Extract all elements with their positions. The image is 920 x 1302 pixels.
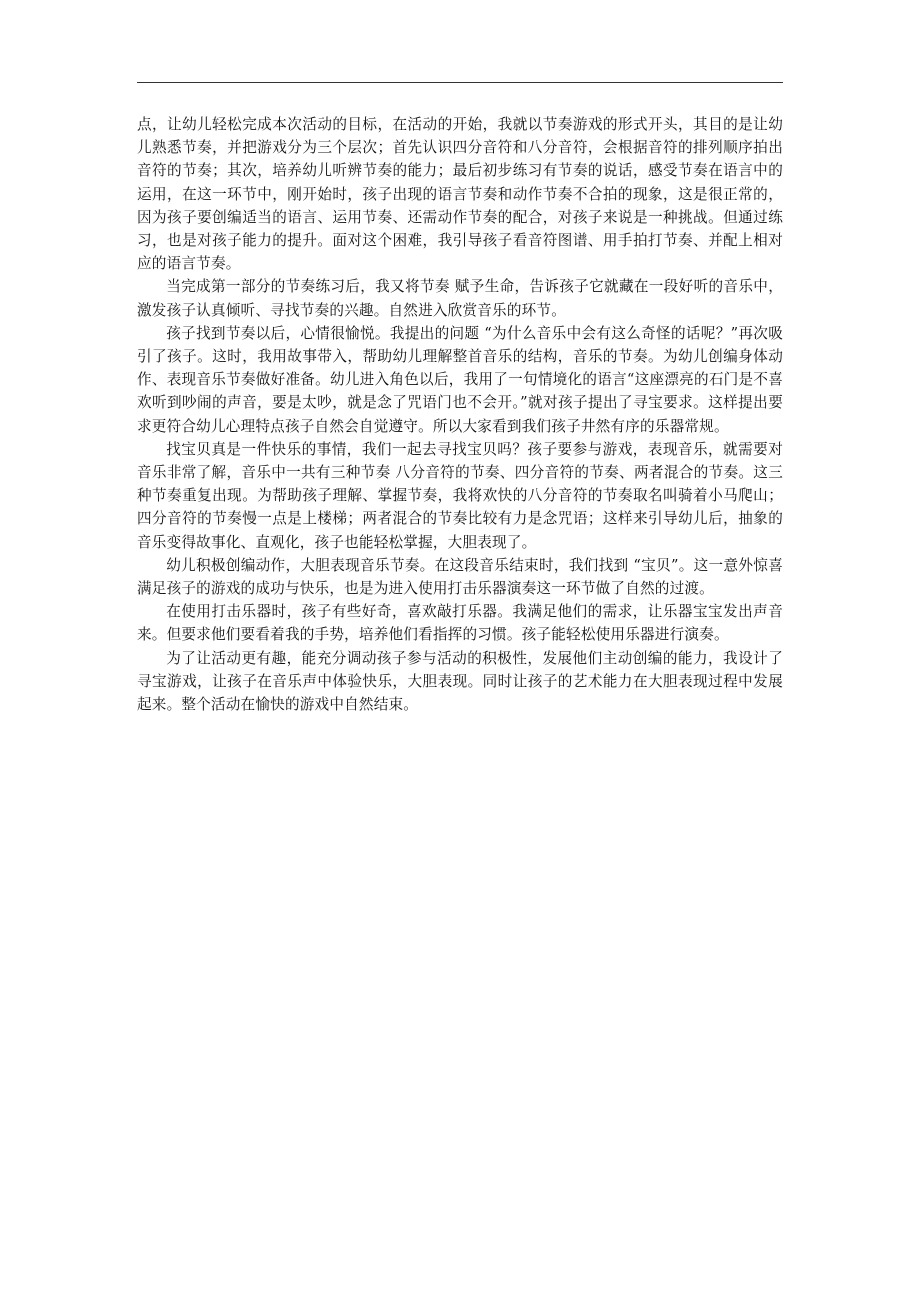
paragraph-7: 为了让活动更有趣，能充分调动孩子参与活动的积极性，发展他们主动创编的能力，我设计了寻宝游戏，让孩子在音乐声中体验快乐，大胆表现。同时让孩子的艺术能力在大胆表现过程中发展起来。整个活动在愉快的游戏中自然结束。: [137, 649, 783, 714]
paragraph-4: 找宝贝真是一件快乐的事情，我们一起去寻找宝贝吗？孩子要参与游戏，表现音乐，就需要对音乐非常了解，音乐中一共有三种节奏 八分音符的节奏、四分音符的节奏、两者混合的节奏。这三种节奏重复出现。为帮助孩子理解、掌握节奏，我将欢快的八分音符的节奏取名叫骑着小马爬山；四分音符的节奏慢一点是上楼梯；两者混合的节奏比较有力是念咒语；这样来引导幼儿后，抽象的音乐变得故事化、直观化，孩子也能轻松掌握，大胆表现了。: [137, 440, 783, 551]
paragraph-6: 在使用打击乐器时，孩子有些好奇，喜欢敲打乐器。我满足他们的需求，让乐器宝宝发出声音来。但要求他们要看着我的手势，培养他们看指挥的习惯。孩子能轻松使用乐器进行演奏。: [137, 603, 783, 644]
paragraph-2: 当完成第一部分的节奏练习后，我又将节奏 赋予生命，告诉孩子它就藏在一段好听的音乐中，激发孩子认真倾听、寻找节奏的兴趣。自然进入欣赏音乐的环节。: [137, 278, 783, 319]
document-body: [137, 113, 783, 716]
paragraph-continuation: 点，让幼儿轻松完成本次活动的目标，在活动的开始，我就以节奏游戏的形式开头，其目的是让幼儿熟悉节奏，并把游戏分为三个层次；首先认识四分音符和八分音符，会根据音符的排列顺序拍出音符的节奏；其次，培养幼儿听辨节奏的能力；最后初步练习有节奏的说话，感受节奏在语言中的运用，在这一环节中，刚开始时，孩子出现的语言节奏和动作节奏不合拍的现象，这是很正常的，因为孩子要创编适当的语言、运用节奏、还需动作节奏的配合，对孩子来说是一种挑战。但通过练习，也是对孩子能力的提升。面对这个困难，我引导孩子看音符图谱、用手拍打节奏、并配上相对应的语言节奏。: [137, 116, 783, 273]
header-rule: [137, 82, 783, 83]
paragraph-5: 幼儿积极创编动作，大胆表现音乐节奏。在这段音乐结束时，我们找到 “宝贝”。这一意外惊喜满足孩子的游戏的成功与快乐，也是为进入使用打击乐器演奏这一环节做了自然的过渡。: [137, 556, 783, 598]
paragraph-3: 孩子找到节奏以后，心情很愉悦。我提出的问题 “为什么音乐中会有这么奇怪的话呢？”再次吸引了孩子。这时，我用故事带入，帮助幼儿理解整首音乐的结构，音乐的节奏。为幼儿创编身体动作、表现音乐节奏做好准备。幼儿进入角色以后，我用了一句情境化的语言“这座漂亮的石门是不喜欢听到吵闹的声音，要是太吵，就是念了咒语门也不会开。”就对孩子提出了寻宝要求。这样提出要求更符合幼儿心理特点孩子自然会自觉遵守。所以大家看到我们孩子井然有序的乐器常规。: [137, 324, 783, 435]
